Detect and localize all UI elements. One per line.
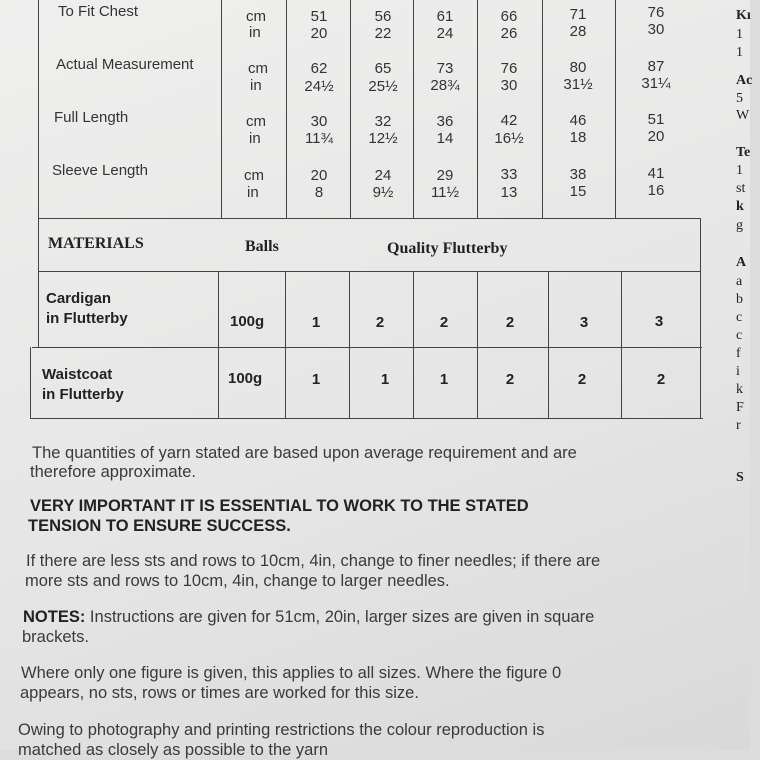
fragment-text: k (736, 199, 744, 214)
quality-heading: Quality Flutterby (387, 240, 508, 257)
size-value: 66 (500, 8, 518, 25)
fragment-text: c (736, 310, 743, 325)
important-line-1: VERY IMPORTANT IT IS ESSENTIAL TO WORK TO THE STATED (30, 497, 529, 515)
fragment-text: Te (736, 145, 751, 160)
unit-cm: cm (246, 113, 266, 130)
fragment-text: F (736, 400, 744, 415)
size-value: 14 (436, 130, 454, 147)
size-value: 20 (647, 128, 665, 145)
fragment-text: f (736, 346, 741, 361)
size-value: 30 (647, 21, 665, 38)
fragment-text: i (736, 364, 740, 379)
ball-count: 2 (375, 314, 385, 331)
size-value: 16½ (494, 130, 524, 147)
ball-count: 1 (380, 371, 390, 388)
size-value: 18 (569, 129, 587, 146)
size-value: 76 (647, 4, 665, 21)
fragment-text: k (736, 382, 743, 397)
figure-line-1: Where only one figure is given, this applies to all sizes. Where the figure 0 (21, 664, 562, 682)
owing-line-1: Owing to photography and printing restrictions the colour reproduction is (18, 721, 545, 739)
quantities-line-2: therefore approximate. (30, 463, 197, 481)
size-value: 15 (569, 183, 587, 200)
unit-in: in (247, 184, 259, 201)
size-value: 51 (647, 111, 665, 128)
ball-count: 1 (439, 371, 449, 388)
size-value: 42 (500, 112, 518, 129)
cardigan-label: Cardigan (46, 290, 112, 307)
size-value: 33 (500, 166, 518, 183)
ball-count: 2 (505, 314, 515, 331)
size-value: 28¾ (430, 77, 460, 94)
size-value: 61 (436, 8, 454, 25)
size-value: 32 (374, 113, 392, 130)
unit-in: in (249, 130, 261, 147)
size-value: 9½ (372, 184, 394, 201)
notes-line-2: brackets. (22, 628, 89, 646)
next-column-fragment (720, 0, 760, 750)
ball-count: 3 (579, 314, 589, 331)
row-label-length: Full Length (54, 109, 129, 126)
figure-line-2: appears, no sts, rows or times are worked for this size. (20, 684, 419, 702)
fragment-text: Kı (736, 8, 751, 23)
size-value: 24 (436, 25, 454, 42)
size-value: 13 (500, 184, 518, 201)
fragment-text: b (736, 292, 743, 307)
ball-count: 2 (439, 314, 449, 331)
fragment-text: g (736, 218, 743, 233)
ball-count: 1 (311, 371, 321, 388)
cardigan-weight: 100g (230, 313, 265, 330)
size-value: 41 (647, 165, 665, 182)
size-value: 62 (310, 60, 328, 77)
tension-line-2: more sts and rows to 10cm, 4in, change to larger needles. (25, 572, 450, 590)
fragment-text: A (736, 255, 747, 270)
fragment-text: 5 (736, 91, 743, 106)
size-value: 31½ (563, 76, 593, 93)
fragment-text: Ac (736, 73, 753, 88)
fragment-text: r (736, 418, 741, 433)
size-value: 22 (374, 25, 392, 42)
size-value: 26 (500, 25, 518, 42)
size-value: 8 (314, 184, 324, 201)
size-value: 11½ (430, 184, 460, 201)
size-value: 36 (436, 113, 454, 130)
unit-cm: cm (244, 167, 264, 184)
important-line-2: TENSION TO ENSURE SUCCESS. (28, 517, 291, 535)
materials-heading: MATERIALS (48, 235, 144, 252)
waistcoat-label: Waistcoat (42, 366, 113, 383)
fragment-text: a (736, 274, 743, 289)
balls-heading: Balls (245, 238, 279, 255)
fragment-text: 1 (736, 163, 743, 178)
size-value: 38 (569, 166, 587, 183)
fragment-text: W (736, 108, 750, 123)
size-value: 73 (436, 60, 454, 77)
size-value: 16 (647, 182, 665, 199)
waistcoat-sublabel: in Flutterby (42, 386, 124, 403)
ball-count: 1 (311, 314, 321, 331)
fragment-text: 1 (736, 27, 743, 42)
owing-line-2: matched as closely as possible to the yarn (18, 741, 328, 759)
fragment-text: c (736, 328, 743, 343)
size-value: 20 (310, 25, 328, 42)
unit-cm: cm (248, 60, 268, 77)
ball-count: 3 (654, 313, 664, 330)
size-value: 30 (500, 77, 518, 94)
size-value: 30 (310, 113, 328, 130)
row-label-chest: To Fit Chest (58, 3, 139, 20)
fragment-text: 1 (736, 45, 743, 60)
unit-in: in (250, 77, 262, 94)
size-value: 24½ (304, 78, 334, 95)
tension-line-1: If there are less sts and rows to 10cm, 4in, change to finer needles; if there are (26, 552, 601, 570)
size-value: 51 (310, 8, 328, 25)
fragment-text: S (736, 470, 744, 485)
size-value: 11¾ (304, 130, 334, 147)
size-value: 65 (374, 60, 392, 77)
size-value: 25½ (368, 78, 398, 95)
notes-text: Instructions are given for 51cm, 20in, larger sizes are given in square (85, 608, 595, 626)
waistcoat-weight: 100g (228, 370, 263, 387)
size-value: 71 (569, 6, 587, 23)
size-value: 20 (310, 167, 328, 184)
size-value: 87 (647, 58, 665, 75)
size-value: 56 (374, 8, 392, 25)
quantities-line-1: The quantities of yarn stated are based upon average requirement and are (32, 444, 577, 462)
size-value: 46 (569, 112, 587, 129)
size-value: 28 (569, 23, 587, 40)
fragment-text: st (736, 181, 746, 196)
row-label-sleeve: Sleeve Length (52, 162, 148, 179)
cardigan-sublabel: in Flutterby (46, 310, 128, 327)
unit-in: in (249, 24, 261, 41)
size-value: 24 (374, 167, 392, 184)
size-value: 31¼ (641, 75, 671, 92)
size-value: 29 (436, 167, 454, 184)
row-label-actual: Actual Measurement (56, 56, 194, 73)
size-value: 76 (500, 60, 518, 77)
ball-count: 2 (577, 371, 587, 388)
notes-label: NOTES: (23, 608, 86, 626)
ball-count: 2 (505, 371, 515, 388)
size-value: 12½ (368, 130, 398, 147)
notes-line-1 (23, 607, 594, 627)
size-value: 80 (569, 59, 587, 76)
ball-count: 2 (656, 371, 666, 388)
unit-cm: cm (246, 8, 266, 25)
